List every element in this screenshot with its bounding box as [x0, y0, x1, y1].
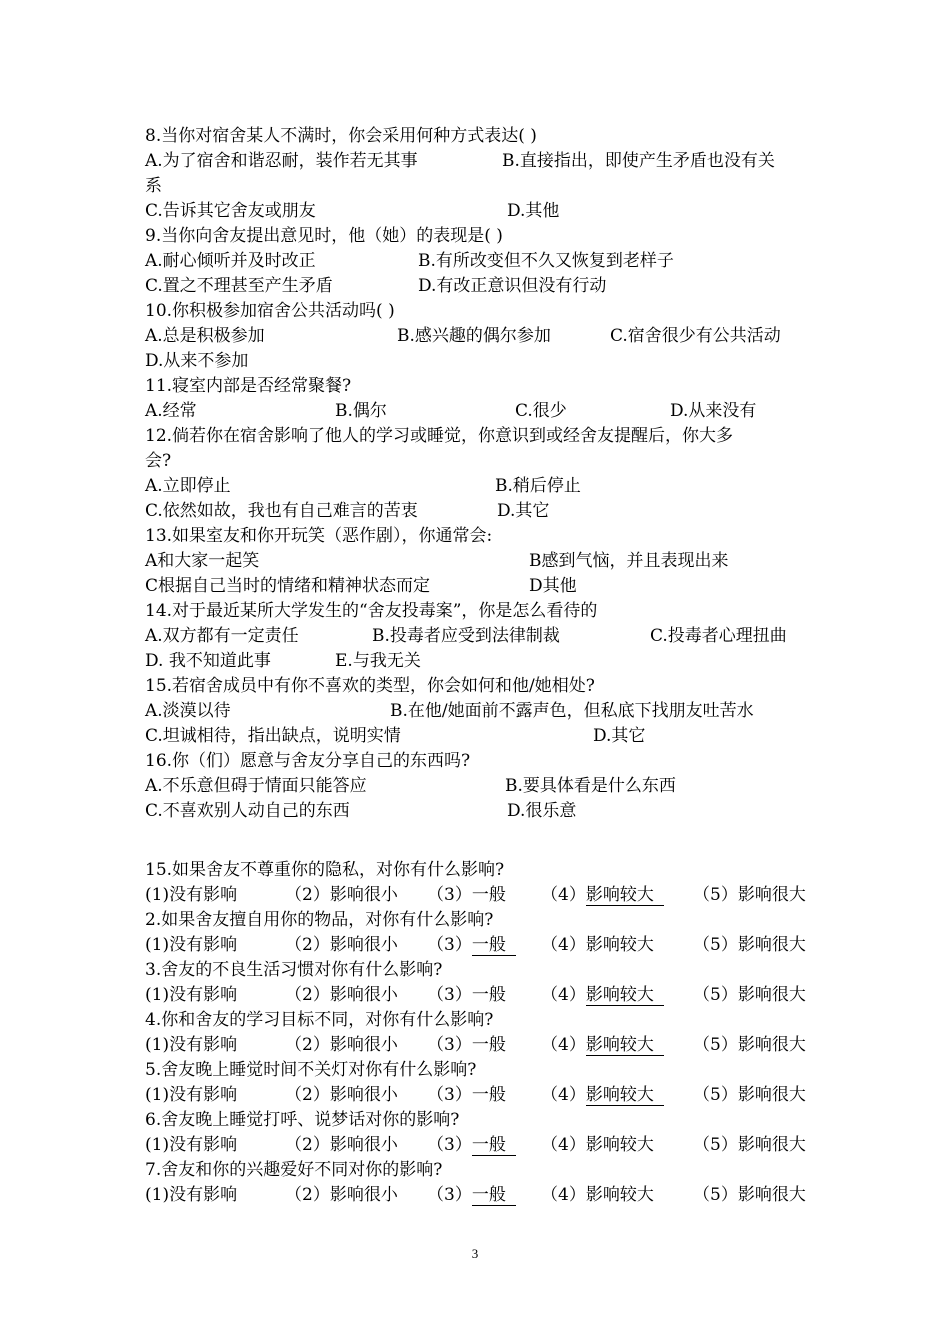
option-text: D其他	[529, 576, 577, 596]
option-row	[145, 474, 815, 499]
option-text: C根据自己当时的情绪和精神状态而定	[145, 576, 431, 596]
option-text: C.不喜欢别人动自己的东西	[145, 801, 350, 821]
scale-option: （4）影响较大	[541, 935, 654, 955]
multiple-choice-section	[145, 124, 815, 824]
option-text: A和大家一起笑	[145, 551, 260, 571]
question-text: 12.倘若你在宿舍影响了他人的学习或睡觉，你意识到或经舍友提醒后，你大多	[145, 426, 734, 446]
scale-option: （3）一般	[427, 885, 506, 905]
scale-option: (1)没有影响	[145, 1085, 238, 1105]
option-text: D.从来没有	[670, 401, 757, 421]
option-row	[145, 324, 815, 349]
scale-option: (1)没有影响	[145, 985, 238, 1005]
selected-answer: 影响较大	[586, 885, 664, 906]
scale-option: （2）影响很小	[285, 935, 398, 955]
scale-option-number: （4）	[541, 985, 586, 1005]
option-text: C.坦诚相待，指出缺点，说明实情	[145, 726, 401, 746]
scale-question-text: 5.舍友晚上睡觉时间不关灯对你有什么影响?	[145, 1060, 477, 1080]
scale-options-row	[145, 883, 815, 908]
option-row	[145, 799, 815, 824]
scale-option: （3）一般	[427, 1035, 506, 1055]
option-text: B.直接指出，即使产生矛盾也没有关	[502, 151, 775, 171]
option-row	[145, 174, 815, 199]
scale-option: （3）一般	[427, 985, 506, 1005]
question-text: 14.对于最近某所大学发生的“舍友投毒案”，你是怎么看待的	[145, 601, 598, 621]
question-text: 10.你积极参加宿舍公共活动吗( )	[145, 301, 395, 321]
scale-option-number: （3）	[427, 1185, 472, 1205]
scale-options-row	[145, 1033, 815, 1058]
question-text: 13.如果室友和你开玩笑（恶作剧），你通常会:	[145, 526, 493, 546]
scale-option: (1)没有影响	[145, 935, 238, 955]
question-text: 15.若宿舍成员中有你不喜欢的类型，你会如何和他/她相处?	[145, 676, 595, 696]
question-text: 16.你（们）愿意与舍友分享自己的东西吗?	[145, 751, 471, 771]
option-text: C.很少	[515, 401, 567, 421]
option-text: D. 我不知道此事	[145, 651, 271, 671]
scale-option: （2）影响很小	[285, 1185, 398, 1205]
scale-option: (1)没有影响	[145, 1135, 238, 1155]
scale-question-text: 2.如果舍友擅自用你的物品，对你有什么影响?	[145, 910, 494, 930]
option-row	[145, 574, 815, 599]
scale-option-selected	[541, 883, 664, 908]
page-number: 3	[471, 1246, 479, 1261]
option-text: B.稍后停止	[495, 476, 581, 496]
option-text: C.告诉其它舍友或朋友	[145, 201, 316, 221]
option-text: 系	[145, 176, 162, 196]
option-row	[145, 199, 815, 224]
scale-question-text: 7.舍友和你的兴趣爱好不同对你的影响?	[145, 1160, 443, 1180]
option-text: A.双方都有一定责任	[145, 626, 299, 646]
scale-option: （2）影响很小	[285, 1035, 398, 1055]
option-text: A.不乐意但碍于情面只能答应	[145, 776, 367, 796]
scale-option-number: （4）	[541, 1085, 586, 1105]
selected-answer: 影响较大	[586, 985, 664, 1006]
option-text: C.宿舍很少有公共活动	[610, 326, 781, 346]
option-row	[145, 549, 815, 574]
option-row	[145, 624, 815, 649]
selected-answer: 一般	[472, 1185, 516, 1206]
option-text: A.总是积极参加	[145, 326, 265, 346]
option-text: A.立即停止	[145, 476, 231, 496]
scale-option-selected	[541, 1083, 664, 1108]
scale-option-number: （4）	[541, 885, 586, 905]
scale-question-text: 3.舍友的不良生活习惯对你有什么影响?	[145, 960, 443, 980]
option-text: A.经常	[145, 401, 197, 421]
scale-options-row	[145, 933, 815, 958]
option-text: D.其它	[593, 726, 646, 746]
scale-option: (1)没有影响	[145, 885, 238, 905]
scale-option-selected	[427, 1183, 516, 1208]
option-text: D.其它	[497, 501, 550, 521]
option-text: C.投毒者心理扭曲	[650, 626, 787, 646]
scale-option: （4）影响较大	[541, 1135, 654, 1155]
scale-option: (1)没有影响	[145, 1035, 238, 1055]
scale-option: (1)没有影响	[145, 1185, 238, 1205]
scale-section	[145, 858, 815, 1208]
scale-option: （5）影响很大	[693, 935, 806, 955]
scale-option: （2）影响很小	[285, 1135, 398, 1155]
selected-answer: 一般	[472, 935, 516, 956]
scale-option: （5）影响很大	[693, 985, 806, 1005]
scale-option: （5）影响很大	[693, 1135, 806, 1155]
scale-options-row	[145, 983, 815, 1008]
option-text: B.有所改变但不久又恢复到老样子	[418, 251, 674, 271]
option-text: D.从来不参加	[145, 351, 249, 371]
option-text: D.很乐意	[507, 801, 577, 821]
scale-option: （4）影响较大	[541, 1185, 654, 1205]
scale-options-row	[145, 1133, 815, 1158]
scale-option: （3）一般	[427, 1085, 506, 1105]
option-text: B.在他/她面前不露声色，但私底下找朋友吐苦水	[390, 701, 754, 721]
selected-answer: 一般	[472, 1135, 516, 1156]
scale-option: （5）影响很大	[693, 885, 806, 905]
option-row	[145, 774, 815, 799]
option-text: B.偶尔	[335, 401, 387, 421]
scale-option: （2）影响很小	[285, 1085, 398, 1105]
option-row	[145, 699, 815, 724]
option-row	[145, 274, 815, 299]
scale-option: （5）影响很大	[693, 1085, 806, 1105]
scale-option-selected	[541, 1033, 664, 1058]
option-text: D.有改正意识但没有行动	[418, 276, 607, 296]
option-row	[145, 724, 815, 749]
selected-answer: 影响较大	[586, 1085, 664, 1106]
scale-options-row	[145, 1183, 815, 1208]
section-gap	[145, 824, 815, 858]
document-body	[145, 124, 815, 1208]
scale-option-selected	[541, 983, 664, 1008]
scale-option: （2）影响很小	[285, 985, 398, 1005]
option-row	[145, 249, 815, 274]
option-row	[145, 399, 815, 424]
scale-option: （5）影响很大	[693, 1185, 806, 1205]
option-row	[145, 649, 815, 674]
scale-question-text: 15.如果舍友不尊重你的隐私，对你有什么影响?	[145, 860, 505, 880]
scale-question-text: 6.舍友晚上睡觉打呼、说梦话对你的影响?	[145, 1110, 460, 1130]
scale-question-text: 4.你和舍友的学习目标不同，对你有什么影响?	[145, 1010, 494, 1030]
scale-option-number: （3）	[427, 935, 472, 955]
option-text: 会?	[145, 451, 172, 471]
option-text: B.投毒者应受到法律制裁	[372, 626, 560, 646]
question-text: 9.当你向舍友提出意见时，他（她）的表现是( )	[145, 226, 503, 246]
option-text: B感到气恼，并且表现出来	[529, 551, 729, 571]
option-text: C.置之不理甚至产生矛盾	[145, 276, 333, 296]
option-text: A.淡漠以待	[145, 701, 231, 721]
option-text: D.其他	[507, 201, 560, 221]
scale-option-number: （4）	[541, 1035, 586, 1055]
question-text: 8.当你对宿舍某人不满时，你会采用何种方式表达( )	[145, 126, 537, 146]
option-row	[145, 499, 815, 524]
option-text: E.与我无关	[335, 651, 421, 671]
option-text: B.感兴趣的偶尔参加	[397, 326, 551, 346]
option-text: C.依然如故，我也有自己难言的苦衷	[145, 501, 418, 521]
option-row	[145, 349, 815, 374]
option-text: A.耐心倾听并及时改正	[145, 251, 316, 271]
scale-options-row	[145, 1083, 815, 1108]
option-row	[145, 149, 815, 174]
option-text: A.为了宿舍和谐忍耐，装作若无其事	[145, 151, 418, 171]
scale-option-number: （3）	[427, 1135, 472, 1155]
scale-option: （2）影响很小	[285, 885, 398, 905]
scale-option-selected	[427, 1133, 516, 1158]
option-row	[145, 449, 815, 474]
scale-option: （5）影响很大	[693, 1035, 806, 1055]
option-text: B.要具体看是什么东西	[505, 776, 676, 796]
selected-answer: 影响较大	[586, 1035, 664, 1056]
question-text: 11.寝室内部是否经常聚餐?	[145, 376, 352, 396]
scale-option-selected	[427, 933, 516, 958]
